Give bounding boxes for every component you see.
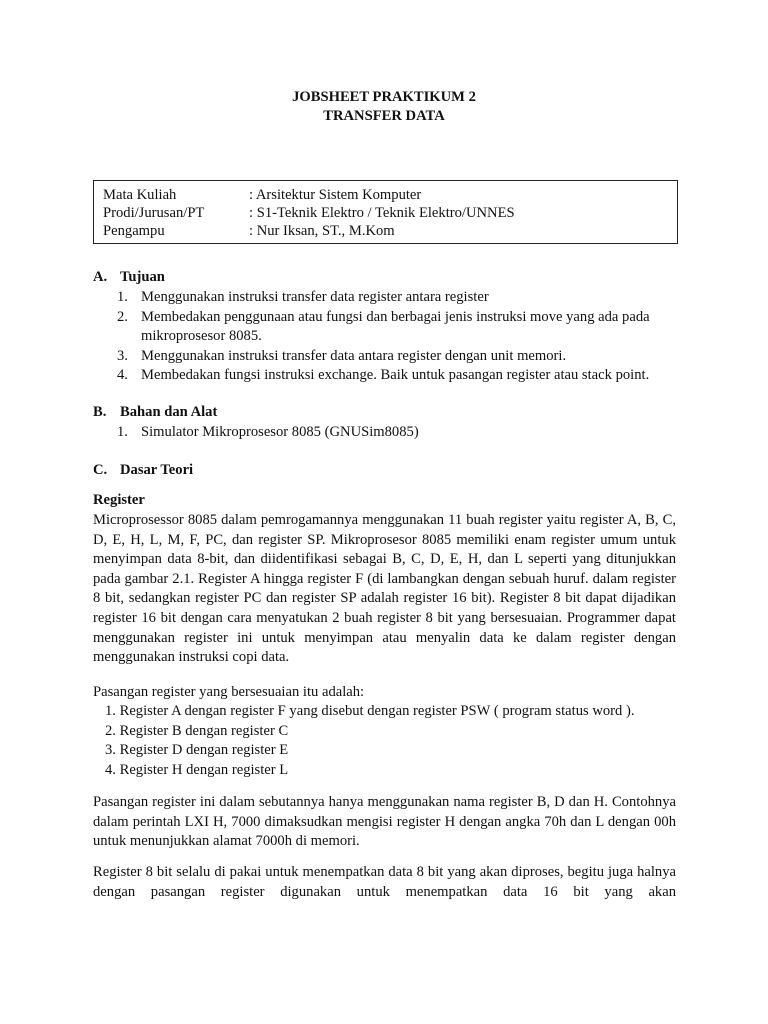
list-item [117, 347, 679, 367]
info-row-program [103, 204, 677, 222]
section-heading-bahan [93, 403, 217, 423]
list-item [117, 366, 679, 386]
bahan-list [117, 423, 679, 443]
list-text: Membedakan penggunaan atau fungsi dan berbagai jenis instruksi move yang ada pada mikroprosesor 8085. [141, 308, 650, 345]
list-number: 2. [117, 308, 128, 325]
list-item [117, 288, 679, 308]
document-title: JOBSHEET PRAKTIKUM 2 [292, 89, 476, 105]
info-value: : Nur Iksan, ST., M.Kom [249, 223, 395, 239]
section-heading-dasar-teori [93, 461, 193, 481]
paragraph-8bit-usage: Register 8 bit selalu di pakai untuk menempatkan data 8 bit yang akan diproses, begitu juga halnya dengan pasangan register digunakan untuk menempatkan data 16 bit yang akan [93, 864, 676, 900]
list-text: Menggunakan instruksi transfer data antara register dengan unit memori. [141, 347, 567, 364]
info-row-lecturer [103, 222, 677, 240]
info-label: Mata Kuliah [103, 187, 177, 203]
register-pairs-list [105, 702, 685, 780]
section-letter: C. [93, 462, 108, 478]
paragraph-pairs-intro: Pasangan register yang bersesuaian itu adalah: [93, 684, 365, 700]
list-number: 3. [117, 347, 128, 364]
list-number: 4. [117, 367, 128, 384]
info-label: Prodi/Jurusan/PT [103, 205, 205, 221]
section-letter: B. [93, 404, 107, 420]
section-heading-tujuan [93, 268, 165, 288]
section-title: Bahan dan Alat [120, 404, 218, 420]
tujuan-list [117, 288, 679, 386]
section-letter: A. [93, 269, 108, 285]
section-title: Tujuan [120, 269, 165, 285]
list-number: 1. [117, 289, 128, 305]
list-item [117, 423, 679, 443]
paragraph-register-intro: Microprosessor 8085 dalam pemrogamannya menggunakan 11 buah register yaitu register A, B, C, D, E, H, L, M, F, PC, dan register SP. Mikroprosesor 8085 memiliki enam register umum untuk menyimpan data 8-bit, dan diidentifikasi sebagai B, C, D, E, H, dan L seperti yang ditunjukkan pada gambar 2.1. Register A hingga register F (di lambangkan dengan sebuah huruf. dalam register 8 bit, sedangkan register PC dan register SP adalah register 16 bit). Register 8 bit dapat dijadikan register 16 bit dengan cara menyatukan 2 buah register 8 bit yang bersesuaian. Programmer dapat menggunakan register ini untuk menyimpan atau menyalin data ke dalam register dengan menggunakan instruksi copi data. [93, 512, 676, 666]
section-title: Dasar Teori [120, 462, 194, 478]
list-text: Menggunakan instruksi transfer data register antara register [141, 289, 489, 305]
list-number: 1. [117, 424, 128, 440]
document-subtitle: TRANSFER DATA [323, 108, 445, 124]
list-text: Membedakan fungsi instruksi exchange. Baik untuk pasangan register atau stack point. [141, 367, 650, 384]
subheading-register: Register [93, 492, 145, 508]
list-item [117, 308, 679, 347]
info-value: : Arsitektur Sistem Komputer [249, 187, 422, 203]
list-item: 2. Register B dengan register C [105, 722, 289, 739]
info-value: : S1-Teknik Elektro / Teknik Elektro/UNNES [249, 205, 515, 221]
info-label: Pengampu [103, 223, 165, 239]
list-text: Simulator Mikroprosesor 8085 (GNUSim8085) [141, 424, 419, 440]
paragraph-pairs-naming: Pasangan register ini dalam sebutannya hanya menggunakan nama register B, D dan H. Contohnya dalam perintah LXI H, 7000 dimaksudkan mengisi register H dengan angka 70h dan L dengan 00h untuk menunjukkan alamat 7000h di memori. [93, 794, 676, 850]
course-info-box [93, 180, 678, 244]
info-row-course [103, 186, 677, 204]
list-item: 1. Register A dengan register F yang disebut dengan register PSW ( program status word ). [105, 703, 635, 719]
list-item: 4. Register H dengan register L [105, 761, 289, 778]
list-item: 3. Register D dengan register E [105, 742, 289, 759]
